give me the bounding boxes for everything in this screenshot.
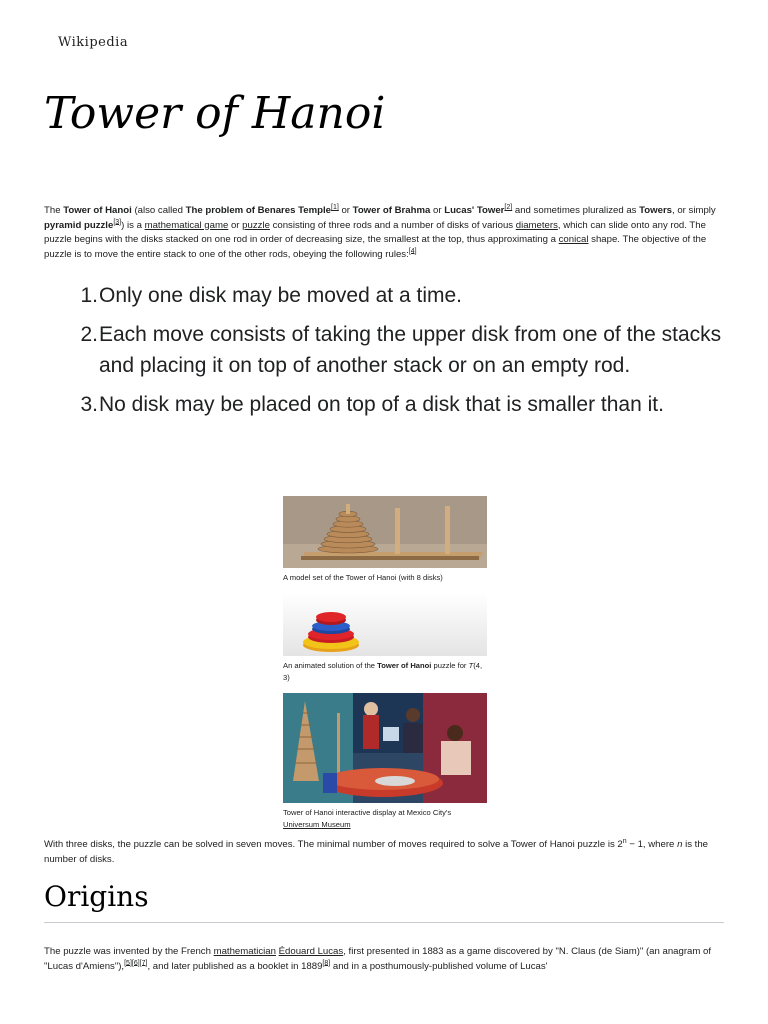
rules-list: [58, 280, 728, 427]
page-title: Tower of Hanoi: [44, 88, 386, 139]
moves-paragraph: With three disks, the puzzle can be solved in seven moves. The minimal number of moves required to solve a Tower of Hanoi puzzle is $2^n - 1$, where n is the number of disks.: [44, 837, 709, 865]
figure-caption: Tower of Hanoi interactive display at Mexico City's Universum Museum: [283, 808, 452, 829]
list-item: [58, 389, 728, 421]
link-mathematical-game[interactable]: mathematical game: [144, 219, 229, 231]
reference-link[interactable]: [8]: [322, 959, 331, 967]
link-conical[interactable]: conical: [558, 234, 589, 245]
heading-divider: [44, 922, 724, 923]
section-heading-origins: Origins: [44, 880, 149, 913]
list-number: 2.: [80, 322, 98, 346]
origins-paragraph: The puzzle was invented by the French mathematician Édouard Lucas, first presented in 1883 as a game discovered by "N. Claus (de Siam)" (an anagram of "Lucas d'Amiens"),[5][6][7], and later published as a booklet in 1889[8] and in a posthumously-published volume of Lucas': [44, 946, 712, 972]
list-number: 1.: [80, 284, 98, 307]
rule-text: Only one disk may be moved at a time.: [99, 284, 462, 307]
intro-paragraph: The Tower of Hanoi (also called The problem of Benares Temple[1] or Tower of Brahma or Lucas' Tower[2] and sometimes pluralized as Towers, or simply pyramid puzzle[3]) is a mathematical game or puzzle consisting of three rods and a number of disks of various diameters, which can slide onto any rod. The puzzle begins with the disks stacked on one rod in order of decreasing size, the smallest at the top, thus approximating a conical shape. The objective of the puzzle is to move the entire stack to one of the other rods, obeying the following rules:[4]: [44, 203, 716, 260]
reference-link[interactable]: [4]: [408, 247, 417, 255]
wikipedia-wordmark[interactable]: Wikipedia: [58, 35, 129, 50]
link-puzzle[interactable]: puzzle: [242, 219, 270, 231]
rule-text: No disk may be placed on top of a disk that is smaller than it.: [99, 392, 664, 416]
link-edouard-lucas[interactable]: Édouard Lucas: [278, 946, 344, 957]
list-item: [58, 280, 728, 312]
rule-text: Each move consists of taking the upper disk from one of the stacks and placing it on top of another stack or on an empty rod.: [99, 322, 722, 377]
figure-caption: An animated solution of the Tower of Hanoi puzzle for T(4, 3): [283, 661, 483, 682]
reference-link[interactable]: [5][6][7]: [124, 959, 148, 967]
figure-caption: A model set of the Tower of Hanoi (with 8 disks): [283, 573, 443, 582]
link-mathematician[interactable]: mathematician: [213, 946, 276, 957]
wooden-tower-image[interactable]: [283, 496, 487, 568]
figure-animated-solution: [283, 593, 487, 683]
reference-link[interactable]: [3]: [113, 218, 122, 226]
reference-link[interactable]: [1]: [331, 203, 339, 211]
list-number: 3.: [80, 392, 98, 416]
list-item: [58, 319, 728, 382]
figure-model-set: [283, 496, 487, 584]
reference-link[interactable]: [2]: [504, 203, 513, 211]
link-universum-museum[interactable]: Universum Museum: [283, 819, 351, 829]
figure-museum-display: [283, 693, 487, 830]
animated-disks-image[interactable]: [283, 593, 487, 656]
link-diameters[interactable]: diameters: [515, 219, 558, 231]
museum-photo-image[interactable]: [283, 693, 487, 803]
